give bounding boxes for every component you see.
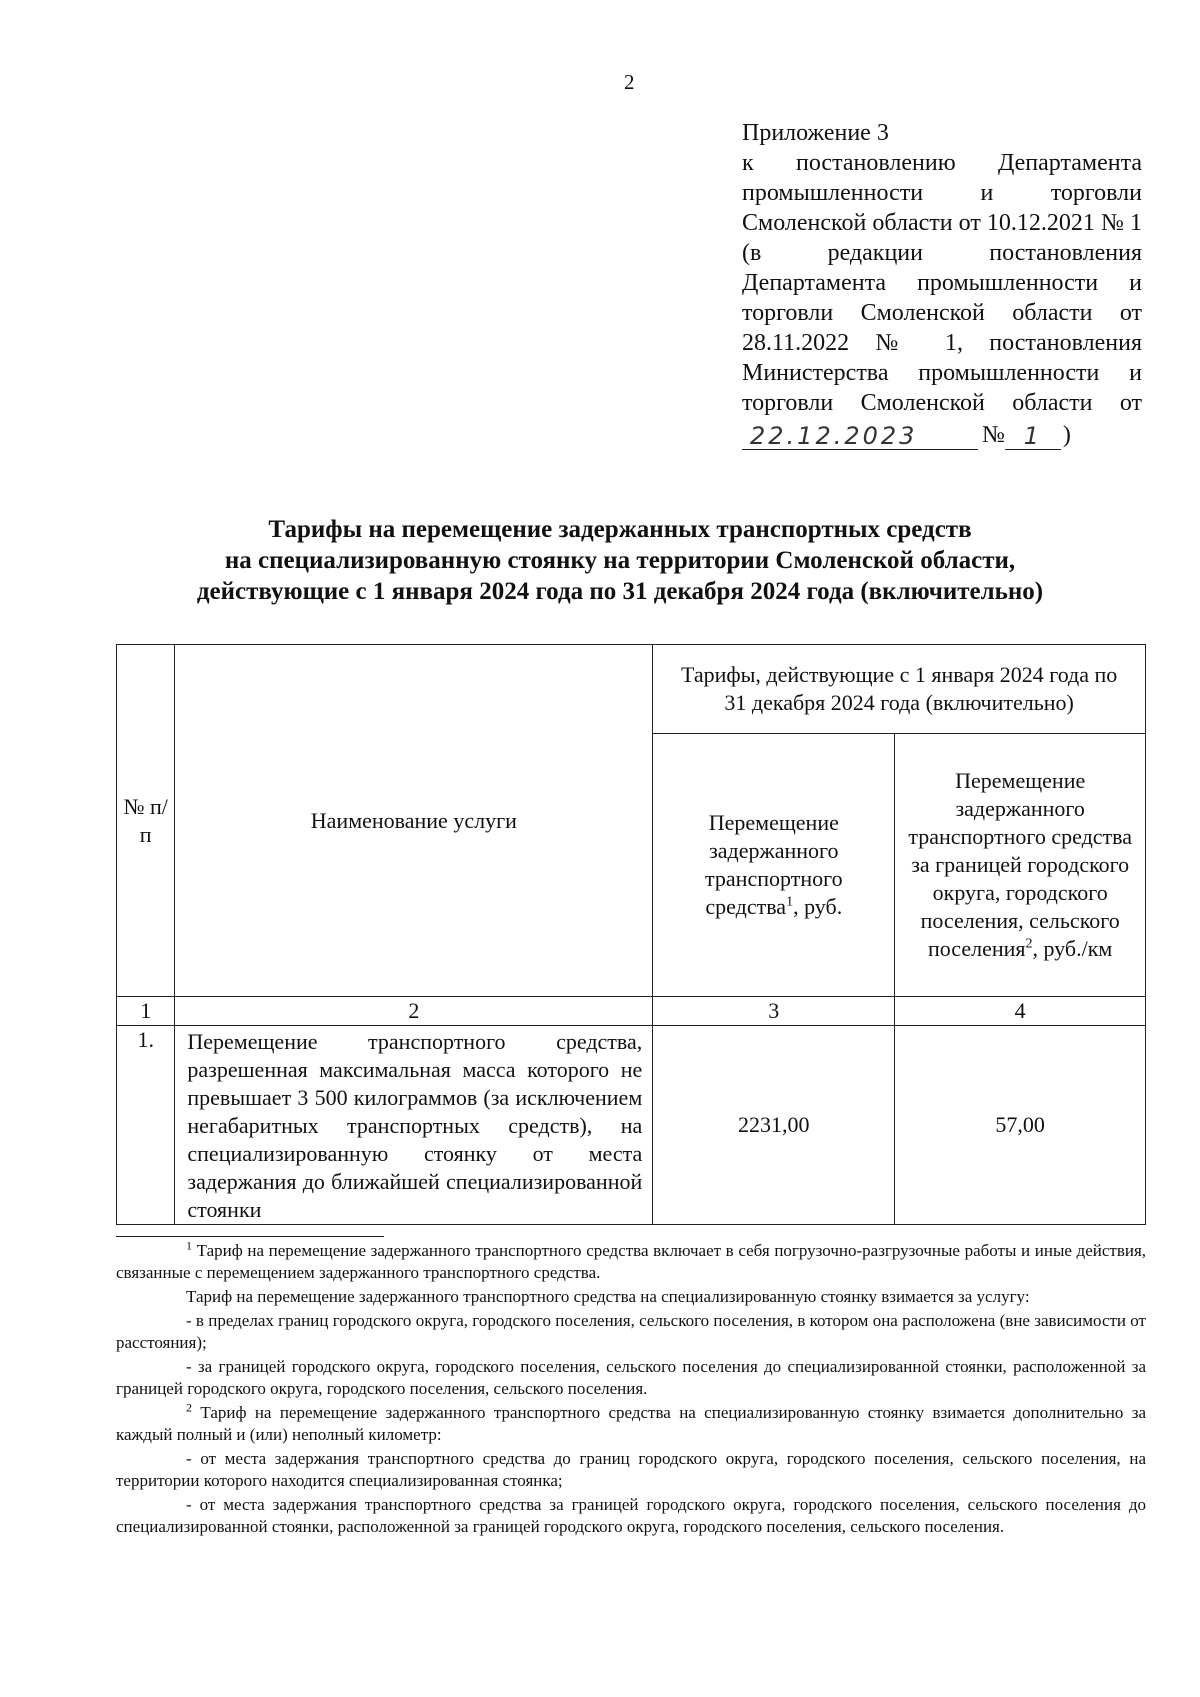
footnote-1-marker: 1 (186, 1238, 192, 1253)
column-index: 1 (117, 997, 175, 1026)
service-name: Перемещение транспортного средства, разрешенная максимальная масса которого не превышает 3 500 килограммов (за исключением негабаритных транспортных средств), на специализированную стоянку от места задержания до ближайшей специализированной стоянки (175, 1026, 653, 1225)
appendix-text: к постановлению Департамента промышленности и торговли Смоленской области от 10.12.2021 № 1 (в редакции постановления Департамента промышленности и торговли Смоленской области от 28.11.2022 № 1, постановления Министерства промышленности и торговли Смоленской области от (742, 150, 1142, 416)
footnote-ref-1: 1 (786, 894, 794, 910)
footnote-ref-2: 2 (1025, 936, 1033, 952)
header-name: Наименование услуги (175, 645, 653, 997)
header-col3-unit: , руб. (793, 894, 843, 919)
footnote-divider (116, 1236, 384, 1237)
column-index-row (117, 997, 1146, 1026)
number-label: № (982, 422, 1005, 448)
header-col4-unit: , руб./км (1032, 936, 1113, 961)
row-number: 1. (117, 1026, 175, 1225)
footnotes (116, 1240, 1146, 1540)
header-col3-text: Перемещение задержанного транспортного средства (705, 810, 843, 919)
footnote-paragraph: - от места задержания транспортного средства за границей городского округа, городского поселения, сельского поселения до специализированной стоянки, расположенной за границей городского округа, городского поселения, сельского поселения. (116, 1495, 1146, 1536)
header-col4-text: Перемещение задержанного транспортного средства за границей городского округа, городского поселения, сельского поселения (908, 768, 1133, 961)
appendix-block (742, 118, 1142, 450)
footnote-paragraph: Тариф на перемещение задержанного транспортного средства на специализированную стоянку взимается за услугу: (186, 1287, 1030, 1306)
footnote-paragraph: - за границей городского округа, городского поселения, сельского поселения до специализированной стоянки, расположенной за границей городского округа, городского поселения, сельского поселения. (116, 1357, 1146, 1398)
title-line-2: на специализированную стоянку на территории Смоленской области, (224, 547, 1016, 574)
handwritten-number: 1 (1005, 423, 1061, 450)
tariff-per-km-value: 57,00 (895, 1026, 1146, 1225)
header-col3 (653, 734, 895, 997)
column-index: 3 (653, 997, 895, 1026)
footnote-2-text: Тариф на перемещение задержанного транспортного средства на специализированную стоянку взимается дополнительно за каждый полный и (или) неполный километр: (116, 1403, 1146, 1444)
title-line-1: Тарифы на перемещение задержанных транспортных средств (268, 516, 972, 543)
footnote-paragraph: - от места задержания транспортного средства до границ городского округа, городского поселения, сельского поселения, на территории которого находится специализированная стоянка; (116, 1449, 1146, 1490)
header-group: Тарифы, действующие с 1 января 2024 года по 31 декабря 2024 года (включительно) (653, 645, 1146, 734)
closing-parenthesis: ) (1062, 422, 1071, 448)
column-index: 2 (175, 997, 653, 1026)
table-header-row (117, 645, 1146, 734)
table-row (117, 1026, 1146, 1225)
footnote-2-marker: 2 (186, 1400, 192, 1415)
footnote-2 (116, 1402, 1146, 1446)
footnote-1 (116, 1240, 1146, 1284)
tariff-value: 2231,00 (653, 1026, 895, 1225)
signature-line (742, 418, 1142, 450)
page-number: 2 (624, 70, 635, 94)
appendix-heading: Приложение 3 (742, 120, 889, 146)
header-num: № п/п (117, 645, 175, 997)
title-line-3: действующие с 1 января 2024 года по 31 декабря 2024 года (включительно) (196, 578, 1044, 605)
column-index: 4 (895, 997, 1146, 1026)
document-title (100, 514, 1140, 607)
handwritten-date: 22.12.2023 (742, 423, 978, 450)
footnote-paragraph: - в пределах границ городского округа, городского поселения, сельского поселения, в котором она расположена (вне зависимости от расстояния); (116, 1311, 1146, 1352)
footnote-1-text: Тариф на перемещение задержанного транспортного средства включает в себя погрузочно-разгрузочные работы и иные действия, связанные с перемещением задержанного транспортного средства. (116, 1241, 1147, 1282)
header-col4 (895, 734, 1146, 997)
tariffs-table (116, 644, 1146, 1225)
